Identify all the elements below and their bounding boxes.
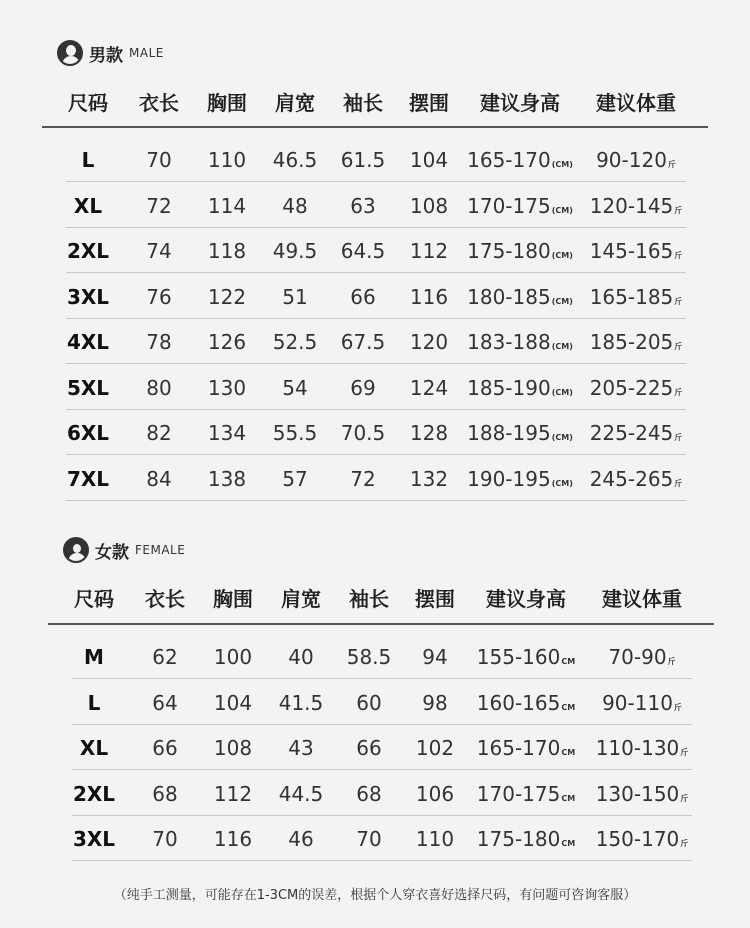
female-table-row bbox=[58, 642, 700, 672]
female-cell-size-value: XL bbox=[79, 736, 109, 760]
female-cell-hem-value: 94 bbox=[422, 645, 448, 669]
female-cell-shoulder-value: 41.5 bbox=[278, 690, 324, 715]
male-header-shoulder: 肩宽 bbox=[275, 90, 315, 115]
male-cell-height-unit: (CM) bbox=[551, 478, 573, 488]
male-cell-sleeve-value: 69 bbox=[350, 375, 376, 400]
female-cell-shoulder-value: 44.5 bbox=[278, 781, 324, 806]
male-cell-weight bbox=[578, 421, 694, 445]
male-cell-height-value: 165-170 bbox=[467, 148, 551, 172]
male-cell-height-value: 185-190 bbox=[467, 375, 551, 400]
female-cell-sleeve bbox=[336, 645, 402, 669]
female-cell-chest-value: 108 bbox=[213, 736, 253, 760]
male-cell-shoulder-value: 46.5 bbox=[272, 148, 318, 172]
female-cell-weight-unit: 斤 bbox=[680, 839, 689, 848]
male-row-divider bbox=[66, 409, 686, 410]
female-table-row bbox=[58, 824, 700, 854]
male-cell-hem bbox=[396, 148, 462, 172]
measurement-note: （纯手工测量，可能存在1-3CM的误差，根据个人穿衣喜好选择尺码，有问题可咨询客服） bbox=[113, 888, 637, 903]
female-cell-weight-unit: 斤 bbox=[680, 793, 689, 803]
male-cell-height-value: 175-180 bbox=[467, 239, 551, 263]
male-cell-weight bbox=[578, 239, 694, 263]
female-cell-chest-value: 100 bbox=[213, 645, 253, 669]
female-cell-height-value: 155-160 bbox=[476, 645, 561, 669]
male-cell-shoulder bbox=[260, 421, 330, 445]
female-cell-size-value: L bbox=[87, 690, 101, 715]
female-cell-chest-value: 116 bbox=[213, 827, 253, 851]
male-cell-shoulder bbox=[260, 376, 330, 400]
female-cell-shoulder bbox=[266, 827, 336, 851]
male-cell-height bbox=[462, 421, 578, 445]
male-cell-weight-value: 165-185 bbox=[589, 284, 674, 309]
female-cell-size bbox=[58, 645, 130, 669]
female-header-weight: 建议体重 bbox=[602, 586, 682, 611]
female-cell-sleeve bbox=[336, 736, 402, 760]
female-cell-hem-value: 110 bbox=[415, 827, 455, 851]
male-cell-sleeve bbox=[330, 376, 396, 400]
female-cell-sleeve-value: 58.5 bbox=[346, 645, 392, 669]
male-cell-size-value: 4XL bbox=[66, 330, 110, 354]
male-cell-size bbox=[52, 376, 124, 400]
male-cell-sleeve-value: 70.5 bbox=[340, 421, 386, 445]
male-cell-hem bbox=[396, 467, 462, 491]
male-cell-chest bbox=[194, 285, 260, 309]
male-cell-length-value: 70 bbox=[146, 148, 172, 172]
male-cell-hem-value: 104 bbox=[409, 148, 449, 172]
male-cell-size-value: 2XL bbox=[66, 239, 110, 263]
male-table-row bbox=[52, 418, 694, 448]
male-cell-shoulder-value: 48 bbox=[282, 193, 308, 218]
male-cell-weight-unit: 斤 bbox=[674, 433, 683, 442]
female-cell-height bbox=[468, 736, 584, 760]
female-cell-weight-value: 90-110 bbox=[602, 690, 673, 715]
female-cell-length-value: 64 bbox=[152, 690, 178, 715]
male-cell-shoulder bbox=[260, 239, 330, 263]
female-header-sleeve: 袖长 bbox=[349, 586, 389, 611]
male-cell-height bbox=[462, 285, 578, 309]
male-cell-length bbox=[124, 239, 194, 263]
female-cell-hem bbox=[402, 645, 468, 669]
male-cell-height-unit: (CM) bbox=[551, 433, 573, 442]
female-cell-hem-value: 102 bbox=[415, 736, 455, 760]
female-cell-hem bbox=[402, 782, 468, 806]
male-cell-sleeve bbox=[330, 330, 396, 354]
male-title-en: MALE bbox=[129, 46, 164, 60]
male-cell-weight bbox=[578, 330, 694, 354]
female-avatar-icon bbox=[63, 537, 89, 563]
female-table-row bbox=[58, 733, 700, 763]
male-cell-weight-value: 225-245 bbox=[589, 421, 674, 445]
male-cell-chest-value: 138 bbox=[207, 466, 247, 491]
male-cell-chest bbox=[194, 421, 260, 445]
male-cell-length bbox=[124, 285, 194, 309]
female-cell-shoulder bbox=[266, 782, 336, 806]
male-cell-chest bbox=[194, 148, 260, 172]
male-cell-length bbox=[124, 330, 194, 354]
male-row-divider bbox=[66, 500, 686, 501]
male-cell-chest bbox=[194, 239, 260, 263]
male-cell-hem bbox=[396, 239, 462, 263]
male-header-height: 建议身高 bbox=[480, 90, 560, 115]
male-cell-sleeve-value: 64.5 bbox=[340, 239, 386, 263]
female-cell-height-unit: CM bbox=[561, 793, 576, 803]
male-cell-size bbox=[52, 239, 124, 263]
female-cell-hem bbox=[402, 827, 468, 851]
male-cell-height bbox=[462, 239, 578, 263]
female-header-hem: 摆围 bbox=[415, 586, 455, 611]
male-table-row bbox=[52, 282, 694, 312]
male-cell-length bbox=[124, 421, 194, 445]
male-cell-height bbox=[462, 148, 578, 172]
female-cell-height-unit: CM bbox=[561, 839, 576, 848]
male-cell-hem bbox=[396, 285, 462, 309]
male-cell-sleeve-value: 61.5 bbox=[340, 148, 386, 172]
male-table-row bbox=[52, 191, 694, 221]
male-section-heading bbox=[57, 40, 164, 66]
female-cell-weight-value: 130-150 bbox=[595, 781, 680, 806]
female-header-divider bbox=[48, 623, 714, 625]
male-cell-shoulder-value: 57 bbox=[282, 466, 308, 491]
male-cell-size-value: L bbox=[81, 148, 95, 172]
female-cell-shoulder bbox=[266, 691, 336, 715]
female-title-en: FEMALE bbox=[135, 543, 186, 557]
female-cell-height bbox=[468, 827, 584, 851]
male-cell-chest-value: 134 bbox=[207, 421, 247, 445]
female-cell-sleeve bbox=[336, 691, 402, 715]
female-cell-weight bbox=[584, 645, 700, 669]
female-cell-shoulder-value: 46 bbox=[288, 827, 314, 851]
male-cell-size bbox=[52, 285, 124, 309]
male-cell-length-value: 80 bbox=[146, 375, 172, 400]
female-cell-weight-value: 70-90 bbox=[608, 645, 667, 669]
male-cell-sleeve bbox=[330, 285, 396, 309]
male-cell-weight-unit: 斤 bbox=[667, 160, 676, 169]
male-table-row bbox=[52, 327, 694, 357]
male-cell-hem-value: 112 bbox=[409, 239, 449, 263]
male-cell-shoulder bbox=[260, 285, 330, 309]
female-header-length: 衣长 bbox=[145, 586, 185, 611]
male-cell-hem-value: 116 bbox=[409, 284, 449, 309]
male-cell-length bbox=[124, 148, 194, 172]
female-cell-shoulder bbox=[266, 736, 336, 760]
male-cell-weight-unit: 斤 bbox=[674, 342, 683, 351]
male-header-weight: 建议体重 bbox=[596, 90, 676, 115]
male-cell-chest-value: 122 bbox=[207, 284, 247, 309]
female-cell-chest-value: 104 bbox=[213, 690, 253, 715]
female-cell-weight-unit: 斤 bbox=[680, 748, 689, 757]
male-cell-size-value: 7XL bbox=[66, 466, 110, 491]
male-cell-hem-value: 132 bbox=[409, 466, 449, 491]
male-cell-weight bbox=[578, 376, 694, 400]
female-table-row bbox=[58, 688, 700, 718]
male-cell-height-value: 170-175 bbox=[467, 193, 551, 218]
male-cell-hem bbox=[396, 421, 462, 445]
male-cell-height bbox=[462, 376, 578, 400]
female-row-divider bbox=[72, 769, 692, 770]
male-cell-hem bbox=[396, 330, 462, 354]
female-cell-size bbox=[58, 827, 130, 851]
male-cell-size-value: 3XL bbox=[66, 284, 110, 309]
male-cell-height-unit: (CM) bbox=[551, 387, 573, 397]
female-cell-weight bbox=[584, 782, 700, 806]
male-cell-length-value: 84 bbox=[146, 466, 172, 491]
female-cell-weight-unit: 斤 bbox=[673, 702, 682, 712]
male-cell-sleeve-value: 66 bbox=[350, 284, 376, 309]
male-cell-height-unit: (CM) bbox=[551, 251, 573, 260]
female-cell-size bbox=[58, 736, 130, 760]
male-cell-hem bbox=[396, 194, 462, 218]
male-cell-size bbox=[52, 421, 124, 445]
male-cell-height-value: 183-188 bbox=[467, 330, 551, 354]
male-cell-sleeve bbox=[330, 194, 396, 218]
female-cell-sleeve bbox=[336, 827, 402, 851]
male-cell-height bbox=[462, 330, 578, 354]
male-row-divider bbox=[66, 227, 686, 228]
female-cell-shoulder-value: 43 bbox=[288, 736, 314, 760]
female-cell-length bbox=[130, 827, 200, 851]
male-cell-weight bbox=[578, 285, 694, 309]
female-cell-height-unit: CM bbox=[561, 748, 576, 757]
male-cell-weight-unit: 斤 bbox=[674, 205, 683, 215]
female-cell-height bbox=[468, 645, 584, 669]
female-cell-size bbox=[58, 782, 130, 806]
male-cell-length-value: 74 bbox=[146, 239, 172, 263]
male-title-cn: 男款 bbox=[89, 45, 123, 66]
male-cell-length bbox=[124, 467, 194, 491]
male-cell-length-value: 72 bbox=[146, 193, 172, 218]
female-cell-hem bbox=[402, 736, 468, 760]
female-cell-height-value: 175-180 bbox=[476, 827, 561, 851]
female-cell-length-value: 70 bbox=[152, 827, 178, 851]
female-cell-size-value: M bbox=[84, 645, 104, 669]
male-cell-hem-value: 120 bbox=[409, 330, 449, 354]
female-cell-length bbox=[130, 691, 200, 715]
female-cell-shoulder-value: 40 bbox=[288, 645, 314, 669]
male-cell-size-value: 6XL bbox=[66, 421, 110, 445]
male-cell-height-value: 188-195 bbox=[467, 421, 551, 445]
male-cell-length bbox=[124, 194, 194, 218]
male-cell-shoulder-value: 52.5 bbox=[272, 330, 318, 354]
male-cell-hem-value: 128 bbox=[409, 421, 449, 445]
male-cell-weight-unit: 斤 bbox=[674, 478, 683, 488]
female-cell-size-value: 2XL bbox=[72, 781, 116, 806]
female-header-row bbox=[58, 582, 700, 612]
male-cell-shoulder-value: 55.5 bbox=[272, 421, 318, 445]
female-cell-chest bbox=[200, 736, 266, 760]
female-cell-height-value: 170-175 bbox=[476, 781, 561, 806]
female-cell-sleeve-value: 68 bbox=[356, 781, 382, 806]
female-cell-sleeve-value: 60 bbox=[356, 690, 382, 715]
female-header-size: 尺码 bbox=[74, 586, 114, 611]
male-header-size: 尺码 bbox=[68, 90, 108, 115]
male-cell-sleeve-value: 63 bbox=[350, 193, 376, 218]
male-header-length: 衣长 bbox=[139, 90, 179, 115]
male-cell-weight-unit: 斤 bbox=[674, 387, 683, 397]
male-cell-length bbox=[124, 376, 194, 400]
female-cell-weight-value: 150-170 bbox=[595, 827, 680, 851]
male-cell-chest-value: 114 bbox=[207, 193, 247, 218]
male-cell-size bbox=[52, 148, 124, 172]
female-cell-chest-value: 112 bbox=[213, 781, 253, 806]
male-cell-size-value: XL bbox=[73, 193, 103, 218]
female-cell-weight bbox=[584, 827, 700, 851]
male-cell-length-value: 78 bbox=[146, 330, 172, 354]
female-cell-size bbox=[58, 691, 130, 715]
male-cell-shoulder bbox=[260, 330, 330, 354]
male-row-divider bbox=[66, 181, 686, 182]
female-cell-shoulder bbox=[266, 645, 336, 669]
female-cell-chest bbox=[200, 645, 266, 669]
female-header-height: 建议身高 bbox=[486, 586, 566, 611]
female-cell-chest bbox=[200, 782, 266, 806]
male-table-row bbox=[52, 236, 694, 266]
male-cell-height-unit: (CM) bbox=[551, 296, 573, 306]
male-cell-sleeve-value: 67.5 bbox=[340, 330, 386, 354]
female-cell-hem bbox=[402, 691, 468, 715]
female-section-heading bbox=[63, 537, 185, 563]
male-cell-shoulder-value: 51 bbox=[282, 284, 308, 309]
female-cell-length-value: 68 bbox=[152, 781, 178, 806]
male-cell-height-value: 180-185 bbox=[467, 284, 551, 309]
female-cell-weight bbox=[584, 736, 700, 760]
male-cell-weight-value: 145-165 bbox=[589, 239, 674, 263]
male-cell-chest-value: 118 bbox=[207, 239, 247, 263]
male-cell-shoulder-value: 54 bbox=[282, 375, 308, 400]
female-cell-weight bbox=[584, 691, 700, 715]
male-cell-chest bbox=[194, 194, 260, 218]
female-cell-height-value: 165-170 bbox=[476, 736, 561, 760]
male-cell-shoulder bbox=[260, 148, 330, 172]
female-cell-length-value: 62 bbox=[152, 645, 178, 669]
male-cell-size bbox=[52, 330, 124, 354]
male-table-row bbox=[52, 145, 694, 175]
female-cell-length bbox=[130, 782, 200, 806]
female-cell-weight-value: 110-130 bbox=[595, 736, 680, 760]
male-cell-height bbox=[462, 467, 578, 491]
female-row-divider bbox=[72, 678, 692, 679]
male-cell-shoulder-value: 49.5 bbox=[272, 239, 318, 263]
female-cell-length bbox=[130, 645, 200, 669]
male-cell-sleeve bbox=[330, 421, 396, 445]
female-cell-height-unit: CM bbox=[561, 657, 576, 666]
male-table-row bbox=[52, 373, 694, 403]
male-cell-chest-value: 110 bbox=[207, 148, 247, 172]
male-cell-weight bbox=[578, 194, 694, 218]
female-row-divider bbox=[72, 815, 692, 816]
female-cell-length bbox=[130, 736, 200, 760]
female-cell-height-unit: CM bbox=[561, 702, 576, 712]
male-cell-weight-value: 245-265 bbox=[589, 466, 674, 491]
male-avatar-icon bbox=[57, 40, 83, 66]
female-cell-height-value: 160-165 bbox=[476, 690, 561, 715]
male-cell-length-value: 82 bbox=[146, 421, 172, 445]
female-cell-sleeve-value: 70 bbox=[356, 827, 382, 851]
male-cell-hem-value: 124 bbox=[409, 375, 449, 400]
male-cell-weight-value: 185-205 bbox=[589, 330, 674, 354]
male-header-divider bbox=[42, 126, 708, 128]
female-cell-height bbox=[468, 782, 584, 806]
female-cell-chest bbox=[200, 827, 266, 851]
male-row-divider bbox=[66, 454, 686, 455]
female-cell-sleeve bbox=[336, 782, 402, 806]
male-cell-height-unit: (CM) bbox=[551, 205, 573, 215]
male-cell-chest-value: 130 bbox=[207, 375, 247, 400]
male-cell-height bbox=[462, 194, 578, 218]
female-row-divider bbox=[72, 724, 692, 725]
female-table-row bbox=[58, 779, 700, 809]
female-cell-height bbox=[468, 691, 584, 715]
male-cell-sleeve bbox=[330, 148, 396, 172]
male-cell-length-value: 76 bbox=[146, 284, 172, 309]
female-header-chest: 胸围 bbox=[213, 586, 253, 611]
female-cell-hem-value: 106 bbox=[415, 781, 455, 806]
male-cell-height-value: 190-195 bbox=[467, 466, 551, 491]
male-cell-weight-unit: 斤 bbox=[674, 296, 683, 306]
female-cell-size-value: 3XL bbox=[72, 827, 116, 851]
male-cell-chest bbox=[194, 467, 260, 491]
male-cell-shoulder bbox=[260, 467, 330, 491]
male-cell-size bbox=[52, 467, 124, 491]
male-table-row bbox=[52, 464, 694, 494]
male-cell-chest bbox=[194, 376, 260, 400]
female-header-shoulder: 肩宽 bbox=[281, 586, 321, 611]
male-cell-hem bbox=[396, 376, 462, 400]
female-cell-hem-value: 98 bbox=[422, 690, 448, 715]
male-cell-size bbox=[52, 194, 124, 218]
male-cell-weight-value: 90-120 bbox=[596, 148, 667, 172]
female-cell-length-value: 66 bbox=[152, 736, 178, 760]
male-cell-hem-value: 108 bbox=[409, 193, 449, 218]
male-header-sleeve: 袖长 bbox=[343, 90, 383, 115]
female-cell-sleeve-value: 66 bbox=[356, 736, 382, 760]
male-cell-sleeve bbox=[330, 467, 396, 491]
male-cell-weight-unit: 斤 bbox=[674, 251, 683, 260]
male-row-divider bbox=[66, 272, 686, 273]
male-cell-weight-value: 205-225 bbox=[589, 375, 674, 400]
male-cell-weight bbox=[578, 148, 694, 172]
male-cell-shoulder bbox=[260, 194, 330, 218]
male-cell-height-unit: (CM) bbox=[551, 160, 573, 169]
female-title-cn: 女款 bbox=[95, 542, 129, 563]
female-cell-weight-unit: 斤 bbox=[667, 657, 676, 666]
male-header-chest: 胸围 bbox=[207, 90, 247, 115]
male-cell-chest bbox=[194, 330, 260, 354]
male-row-divider bbox=[66, 318, 686, 319]
male-header-row bbox=[52, 86, 694, 116]
male-cell-height-unit: (CM) bbox=[551, 342, 573, 351]
female-cell-chest bbox=[200, 691, 266, 715]
male-cell-chest-value: 126 bbox=[207, 330, 247, 354]
female-row-divider bbox=[72, 860, 692, 861]
male-cell-sleeve bbox=[330, 239, 396, 263]
male-cell-weight bbox=[578, 467, 694, 491]
male-cell-sleeve-value: 72 bbox=[350, 466, 376, 491]
male-header-hem: 摆围 bbox=[409, 90, 449, 115]
male-cell-weight-value: 120-145 bbox=[589, 193, 674, 218]
male-row-divider bbox=[66, 363, 686, 364]
male-cell-size-value: 5XL bbox=[66, 375, 110, 400]
